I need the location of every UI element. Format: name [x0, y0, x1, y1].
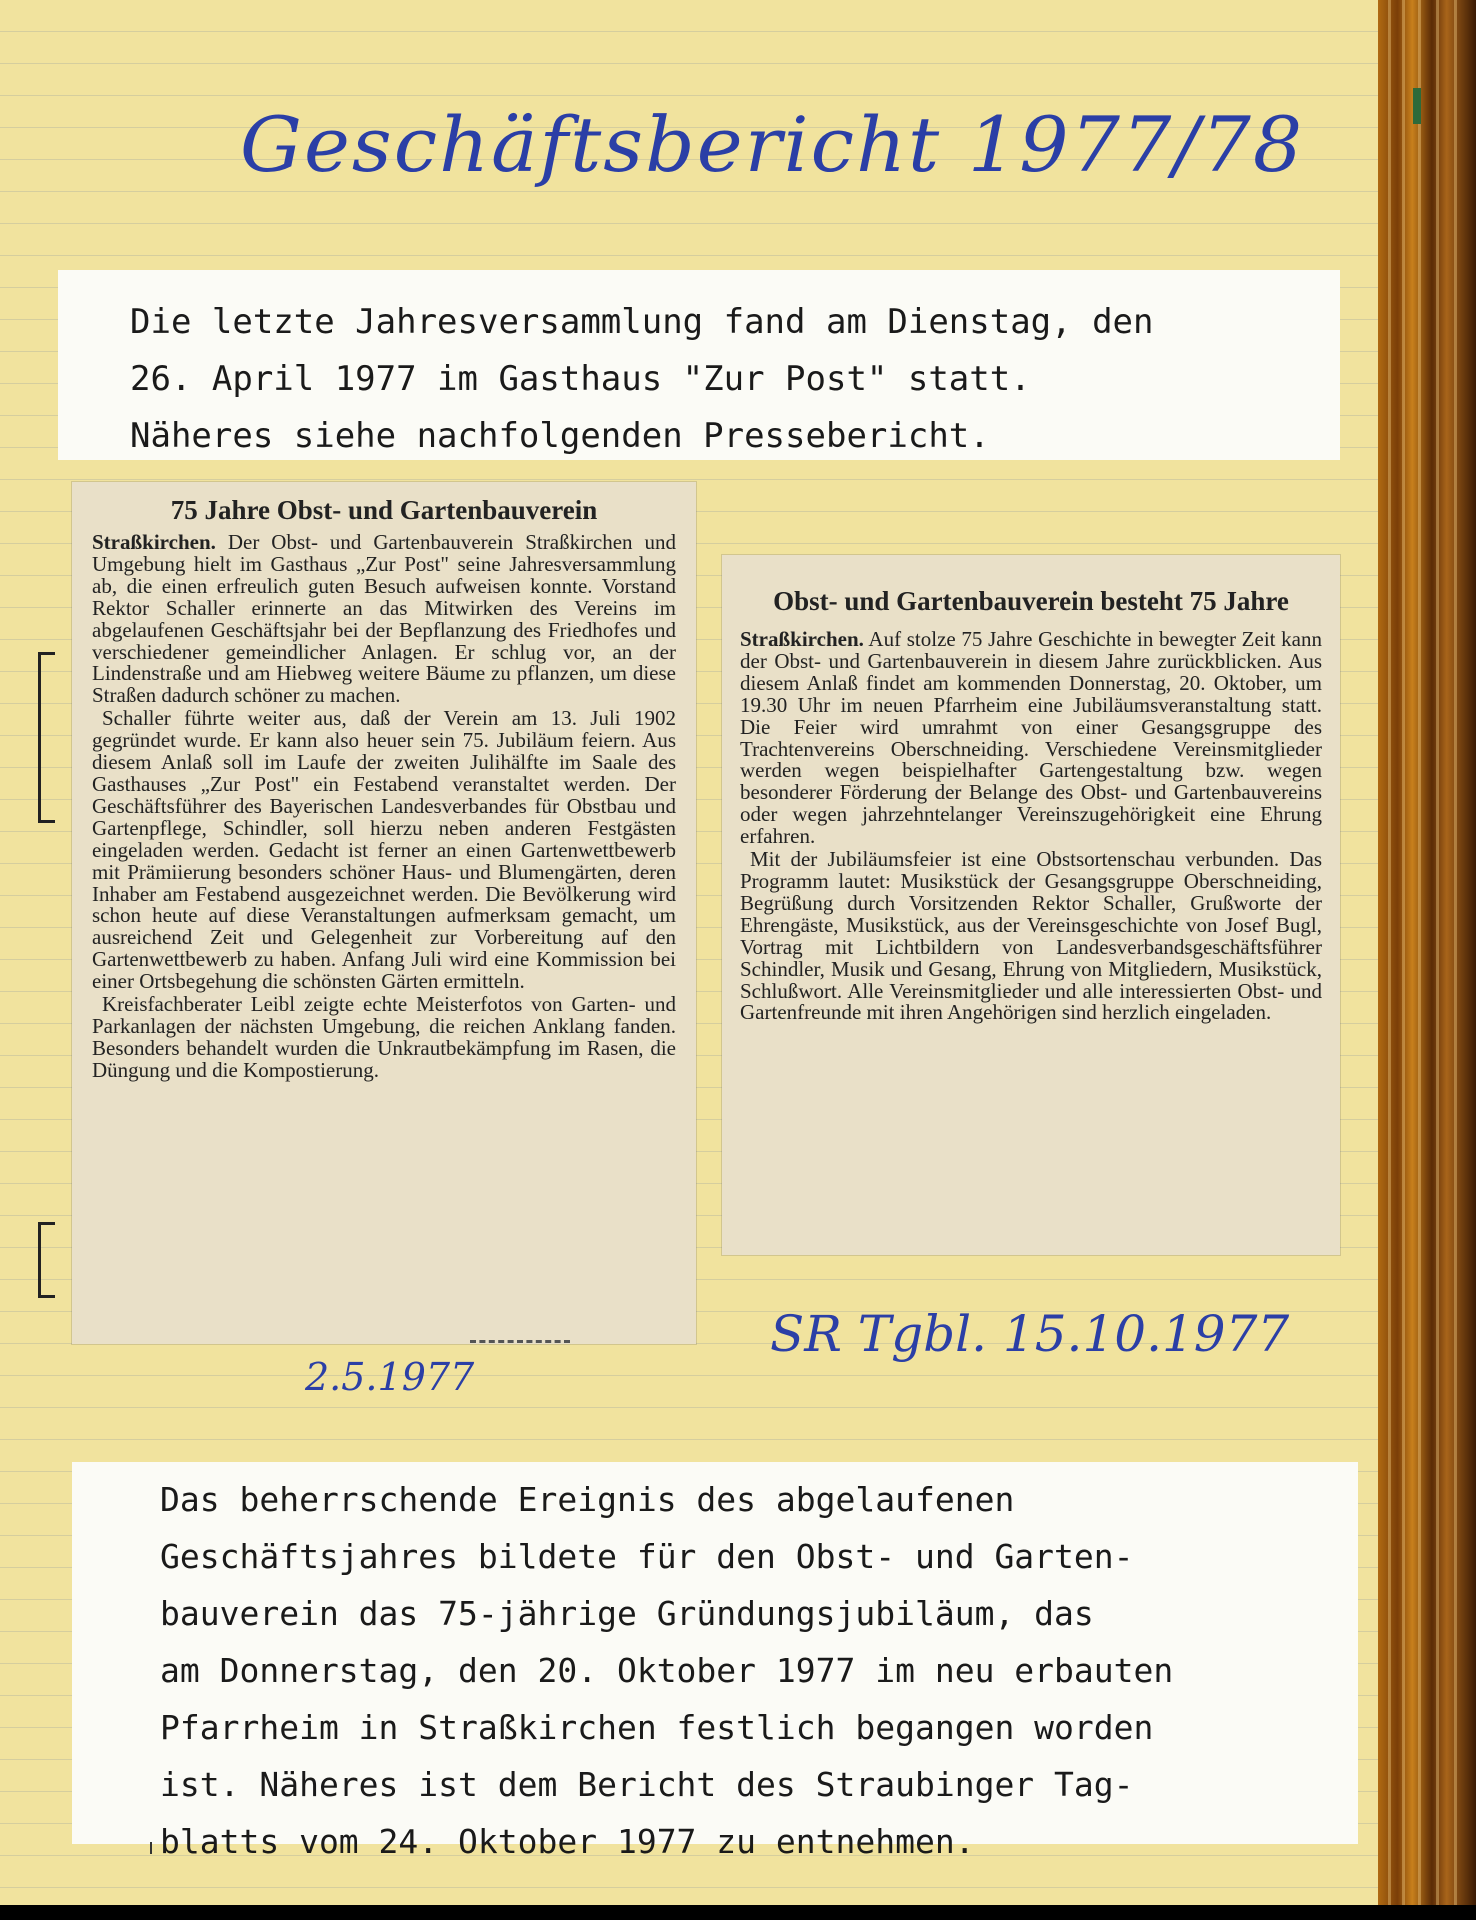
handwritten-source-right: SR Tgbl. 15.10.1977 [770, 1305, 1290, 1363]
bookmark-tab [1413, 88, 1421, 124]
book-page-edges [1378, 0, 1476, 1920]
clipping-dateline: Straßkirchen. [740, 627, 864, 651]
typed-intro-note [58, 270, 1340, 460]
pencil-bracket-mark [38, 652, 55, 823]
clipping-paragraph [740, 629, 1322, 848]
clipping-paragraph: Mit der Jubiläumsfeier ist eine Obstsortenschau verbunden. Das Programm lautet: Musikstück der Gesangsgruppe Oberschneiding, Begrüßung durch Vorsitzenden Rektor Schaller, Grußworte der Ehrengäste, Musikstück, aus der Vereinsgeschichte von Josef Bugl, Vortrag mit Lichtbildern von Landesverbandsgeschäftsführer Schindler, Musik und Gesang, Ehrung von Mitgliedern, Musikstück, Schlußwort. Alle Vereinsmitglieder und alle interessierten Obst- und Gartenfreunde mit ihren Angehörigen sind herzlich eingeladen. [740, 847, 1322, 1025]
typed-line: Näheres siehe nachfolgenden Pressebericht. [130, 416, 990, 456]
handwritten-heading: Geschäftsbericht 1977/78 [240, 100, 1305, 189]
typed-closing-note [72, 1462, 1358, 1861]
clipping-paragraph [92, 532, 676, 707]
typed-line: am Donnerstag, den 20. Oktober 1977 im neu erbauten [160, 1651, 1174, 1690]
scan-border [0, 1905, 1476, 1920]
typed-line: Geschäftsjahres bildete für den Obst- und Garten- [160, 1537, 1134, 1576]
typed-line: Das beherrschende Ereignis des abgelaufenen [160, 1480, 1015, 1519]
typed-line: blatts vom 24. Oktober 1977 zu entnehmen. [160, 1822, 975, 1861]
pencil-bracket-mark [38, 1222, 55, 1298]
clipping-text: Der Obst- und Gartenbauverein Straßkirchen und Umgebung hielt im Gasthaus „Zur Post" seine Jahresversammlung ab, die einen erfreulich guten Besuch aufweisen konnte. Vorstand Rektor Schaller erinnerte an das Mitwirken des Vereins im abgelaufenen Geschäftsjahr bei der Bepflanzung des Friedhofes und verschiedener gemeindlicher Anlagen. Er schlug vor, an der Lindenstraße und am Hiebweg weitere Bäume zu pflanzen, um diese Straßen dadurch schöner zu machen. [92, 530, 676, 708]
clipping-paragraph: Kreisfachberater Leibl zeigte echte Meisterfotos von Garten- und Parkanlagen der nächsten Umgebung, die reichen Anklang fanden. Besonders behandelt wurden die Unkrautbekämpfung im Rasen, die Düngung und die Kompostierung. [92, 992, 676, 1082]
clipping-text: Auf stolze 75 Jahre Geschichte in bewegter Zeit kann der Obst- und Gartenbauverein in diesem Jahre zurückblicken. Aus diesem Anlaß findet am kommenden Donnerstag, 20. Oktober, um 19.30 Uhr im neuen Pfarrheim eine Jubiläumsveranstaltung statt. Die Feier wird umrahmt von einer Gesangsgruppe des Trachtenvereins Oberschneiding. Verschiedene Vereinsmitglieder werden wegen beispielhafter Gartengestaltung bzw. wegen besonderer Förderung der Belange des Obst- und Gartenbauvereins oder wegen jahrzehntelanger Vereinszugehörigkeit eine Ehrung erfahren. [740, 627, 1322, 849]
clipping-paragraph: Schaller führte weiter aus, daß der Verein am 13. Juli 1902 gegründet wurde. Er kann also heuer sein 75. Jubiläum feiern. Aus diesem Anlaß soll im Laufe der zweiten Julihälfte im Saale des Gasthauses „Zur Post" ein Festabend veranstaltet werden. Der Geschäftsführer des Bayerischen Landesverbandes für Obstbau und Gartenpflege, Schindler, soll hierzu neben anderen Festgästen eingeladen werden. Gedacht ist ferner an einen Gartenwettbewerb mit Prämiierung besonders schöner Haus- und Blumengärten, deren Inhaber am Festabend ausgezeichnet werden. Die Bevölkerung wird schon heute auf diese Veranstaltungen aufmerksam gemacht, um ausreichend Zeit und Gelegenheit zur Vorbereitung auf den Gartenwettbewerb zu haben. Anfang Juli wird eine Kommission bei einer Ortsbegehung die schönsten Gärten ermitteln. [92, 706, 676, 994]
typed-line: Pfarrheim in Straßkirchen festlich begangen worden [160, 1708, 1154, 1747]
newspaper-clipping-right [722, 555, 1340, 1255]
typed-line: bauverein das 75-jährige Gründungsjubiläum, das [160, 1594, 1094, 1633]
typed-line: 26. April 1977 im Gasthaus "Zur Post" statt. [130, 359, 1031, 399]
clipping-dateline: Straßkirchen. [92, 530, 216, 554]
clipping-headline: Obst- und Gartenbauverein besteht 75 Jahre [773, 586, 1289, 616]
dashed-mark [470, 1340, 570, 1343]
newspaper-clipping-left [72, 482, 696, 1344]
typed-line: Die letzte Jahresversammlung fand am Dienstag, den [130, 302, 1154, 342]
pencil-tick-mark [150, 1842, 152, 1854]
handwritten-date-left: 2.5.1977 [305, 1355, 475, 1399]
clipping-headline: 75 Jahre Obst- und Gartenbauverein [170, 495, 598, 525]
typed-line: ist. Näheres ist dem Bericht des Straubinger Tag- [160, 1765, 1134, 1804]
